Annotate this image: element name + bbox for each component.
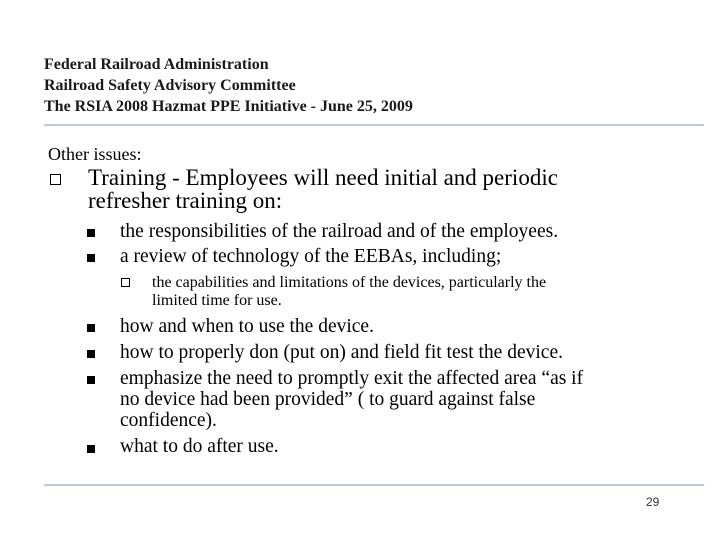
list-item-exit xyxy=(120,368,680,431)
top-divider xyxy=(44,124,704,126)
intro-text: Other issues: xyxy=(48,144,142,164)
list-item-responsibilities: the responsibilities of the railroad and of the employees. xyxy=(120,221,559,242)
list-item-review: a review of technology of the EEBAs, including; xyxy=(120,246,502,267)
filled-square-bullet-icon xyxy=(87,324,95,332)
filled-square-bullet-icon xyxy=(87,376,95,384)
filled-square-bullet-icon xyxy=(87,254,95,262)
slide-header xyxy=(44,54,413,117)
header-initiative: The RSIA 2008 Hazmat PPE Initiative - June 25, 2009 xyxy=(44,98,413,115)
training-line-1: Training - Employees will need initial and periodic xyxy=(88,165,558,190)
header-committee: Railroad Safety Advisory Committee xyxy=(44,77,296,94)
exit-line-3: confidence). xyxy=(120,410,217,431)
training-item xyxy=(88,166,688,212)
hollow-square-bullet-icon xyxy=(121,278,130,287)
capabilities-line-1: the capabilities and limitations of the devices, particularly the xyxy=(152,274,547,291)
exit-line-2: no device had been provided” ( to guard against false xyxy=(120,389,536,410)
list-item-after-use: what to do after use. xyxy=(120,436,279,457)
capabilities-line-2: limited time for use. xyxy=(152,292,282,309)
list-item-how-when: how and when to use the device. xyxy=(120,316,374,337)
header-agency: Federal Railroad Administration xyxy=(44,56,269,73)
filled-square-bullet-icon xyxy=(87,445,95,453)
list-item-capabilities xyxy=(152,274,682,310)
bottom-divider xyxy=(44,484,704,486)
exit-line-1: emphasize the need to promptly exit the affected area “as if xyxy=(120,368,584,389)
list-item-don: how to properly don (put on) and field fit test the device. xyxy=(120,342,563,363)
hollow-square-bullet-icon xyxy=(50,174,61,185)
filled-square-bullet-icon xyxy=(87,229,95,237)
filled-square-bullet-icon xyxy=(87,350,95,358)
page-number: 29 xyxy=(646,495,660,509)
training-line-2: refresher training on: xyxy=(88,188,283,213)
